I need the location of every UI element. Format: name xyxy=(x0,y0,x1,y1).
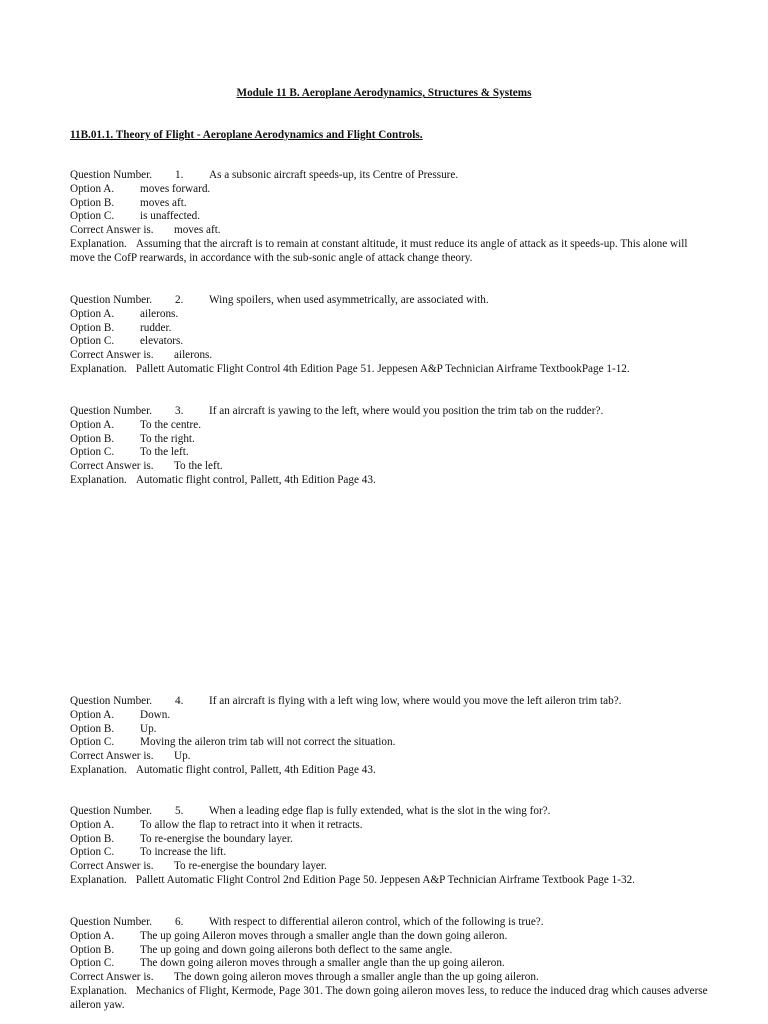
document-title: Module 11 B. Aeroplane Aerodynamics, Structures & Systems xyxy=(236,87,532,99)
option-c-text: To the left. xyxy=(140,446,189,459)
option-c-label: Option C. xyxy=(70,846,115,859)
question-text: With respect to differential aileron control, which of the following is true?. xyxy=(209,916,544,928)
question-text: If an aircraft is yawing to the left, where would you position the trim tab on the rudder?. xyxy=(209,405,604,417)
option-b-text: rudder. xyxy=(140,321,172,334)
option-b-text: The up going and down going ailerons both deflect to the same angle. xyxy=(140,943,453,956)
question-block-2 xyxy=(70,294,710,377)
option-c-text: The down going aileron moves through a smaller angle than the up going aileron. xyxy=(140,957,505,970)
question-block-6 xyxy=(70,916,710,1013)
question-block-1 xyxy=(70,169,710,266)
option-a-label: Option A. xyxy=(70,929,115,942)
option-c-label: Option C. xyxy=(70,335,115,348)
question-number: 5. xyxy=(175,805,184,817)
explanation-label: Explanation. xyxy=(70,237,127,250)
option-c-label: Option C. xyxy=(70,446,115,459)
question-block-3 xyxy=(70,405,710,488)
option-a-text: The up going Aileron moves through a smaller angle than the down going aileron. xyxy=(140,929,508,942)
option-b-label: Option B. xyxy=(70,832,115,845)
question-number-label: Question Number. xyxy=(70,805,153,817)
option-b-text: To the right. xyxy=(140,432,195,445)
question-number-label: Question Number. xyxy=(70,916,153,928)
explanation-text: Assuming that the aircraft is to remain at constant altitude, it must reduce its angle of attack as it speeds-up. This alone will move the CofP rearwards, in accordance with the sub-sonic angle of attack change theory. xyxy=(70,237,688,264)
explanation-label: Explanation. xyxy=(70,873,127,886)
option-b-label: Option B. xyxy=(70,196,115,209)
option-a-text: moves forward. xyxy=(140,182,211,195)
correct-answer-text: To the left. xyxy=(174,460,223,473)
explanation-label: Explanation. xyxy=(70,362,127,375)
question-number-label: Question Number. xyxy=(70,294,153,306)
option-a-label: Option A. xyxy=(70,307,115,320)
option-a-label: Option A. xyxy=(70,418,115,431)
option-b-text: Up. xyxy=(140,722,157,735)
option-c-label: Option C. xyxy=(70,736,115,749)
question-block-5 xyxy=(70,805,710,888)
option-a-text: To the centre. xyxy=(140,418,202,431)
option-a-text: To allow the flap to retract into it when it retracts. xyxy=(140,818,363,831)
question-block-4 xyxy=(70,695,710,778)
option-b-label: Option B. xyxy=(70,321,115,334)
explanation-text: Automatic flight control, Pallett, 4th Edition Page 43. xyxy=(135,763,376,776)
section-heading: 11B.01.1. Theory of Flight - Aeroplane Aerodynamics and Flight Controls. xyxy=(70,129,423,141)
correct-answer-text: Up. xyxy=(174,750,191,763)
correct-answer-label: Correct Answer is. xyxy=(70,349,154,362)
option-a-text: ailerons. xyxy=(140,307,179,320)
correct-answer-text: The down going aileron moves through a smaller angle than the up going aileron. xyxy=(174,971,539,984)
question-number-label: Question Number. xyxy=(70,405,153,417)
option-b-label: Option B. xyxy=(70,432,115,445)
question-number: 2. xyxy=(175,294,184,306)
question-text: If an aircraft is flying with a left wing low, where would you move the left aileron trim tab?. xyxy=(209,695,622,707)
question-number-label: Question Number. xyxy=(70,169,153,181)
correct-answer-text: ailerons. xyxy=(174,349,213,362)
question-number: 3. xyxy=(175,405,184,417)
correct-answer-text: To re-energise the boundary layer. xyxy=(174,860,327,873)
question-number: 6. xyxy=(175,916,184,928)
question-text: When a leading edge flap is fully extended, what is the slot in the wing for?. xyxy=(209,805,551,817)
option-c-text: is unaffected. xyxy=(140,210,201,223)
option-c-text: To increase the lift. xyxy=(140,846,227,859)
option-c-label: Option C. xyxy=(70,957,115,970)
option-a-label: Option A. xyxy=(70,708,115,721)
explanation-text: Automatic flight control, Pallett, 4th Edition Page 43. xyxy=(135,473,376,486)
question-text: As a subsonic aircraft speeds-up, its Centre of Pressure. xyxy=(209,169,459,181)
explanation-text: Mechanics of Flight, Kermode, Page 301. The down going aileron moves less, to reduce the induced drag which causes adverse aileron yaw. xyxy=(70,984,708,1011)
option-c-text: Moving the aileron trim tab will not correct the situation. xyxy=(140,736,396,749)
explanation-label: Explanation. xyxy=(70,984,127,997)
option-a-label: Option A. xyxy=(70,818,115,831)
question-number-label: Question Number. xyxy=(70,695,153,707)
option-c-label: Option C. xyxy=(70,210,115,223)
option-c-text: elevators. xyxy=(140,335,184,348)
option-b-label: Option B. xyxy=(70,722,115,735)
correct-answer-text: moves aft. xyxy=(174,224,221,237)
correct-answer-label: Correct Answer is. xyxy=(70,224,154,237)
explanation-label: Explanation. xyxy=(70,473,127,486)
option-a-label: Option A. xyxy=(70,182,115,195)
correct-answer-label: Correct Answer is. xyxy=(70,750,154,763)
option-b-label: Option B. xyxy=(70,943,115,956)
explanation-text: Pallett Automatic Flight Control 2nd Edition Page 50. Jeppesen A&P Technician Airframe Textbook Page 1-32. xyxy=(135,873,635,886)
question-text: Wing spoilers, when used asymmetrically, are associated with. xyxy=(209,294,489,306)
correct-answer-label: Correct Answer is. xyxy=(70,860,154,873)
option-a-text: Down. xyxy=(140,708,171,721)
explanation-label: Explanation. xyxy=(70,763,127,776)
question-number: 4. xyxy=(175,695,184,707)
option-b-text: moves aft. xyxy=(140,196,187,209)
option-b-text: To re-energise the boundary layer. xyxy=(140,832,293,845)
correct-answer-label: Correct Answer is. xyxy=(70,971,154,984)
correct-answer-label: Correct Answer is. xyxy=(70,460,154,473)
question-number: 1. xyxy=(175,169,184,181)
explanation-text: Pallett Automatic Flight Control 4th Edition Page 51. Jeppesen A&P Technician Airframe TextbookPage 1-12. xyxy=(135,362,630,375)
